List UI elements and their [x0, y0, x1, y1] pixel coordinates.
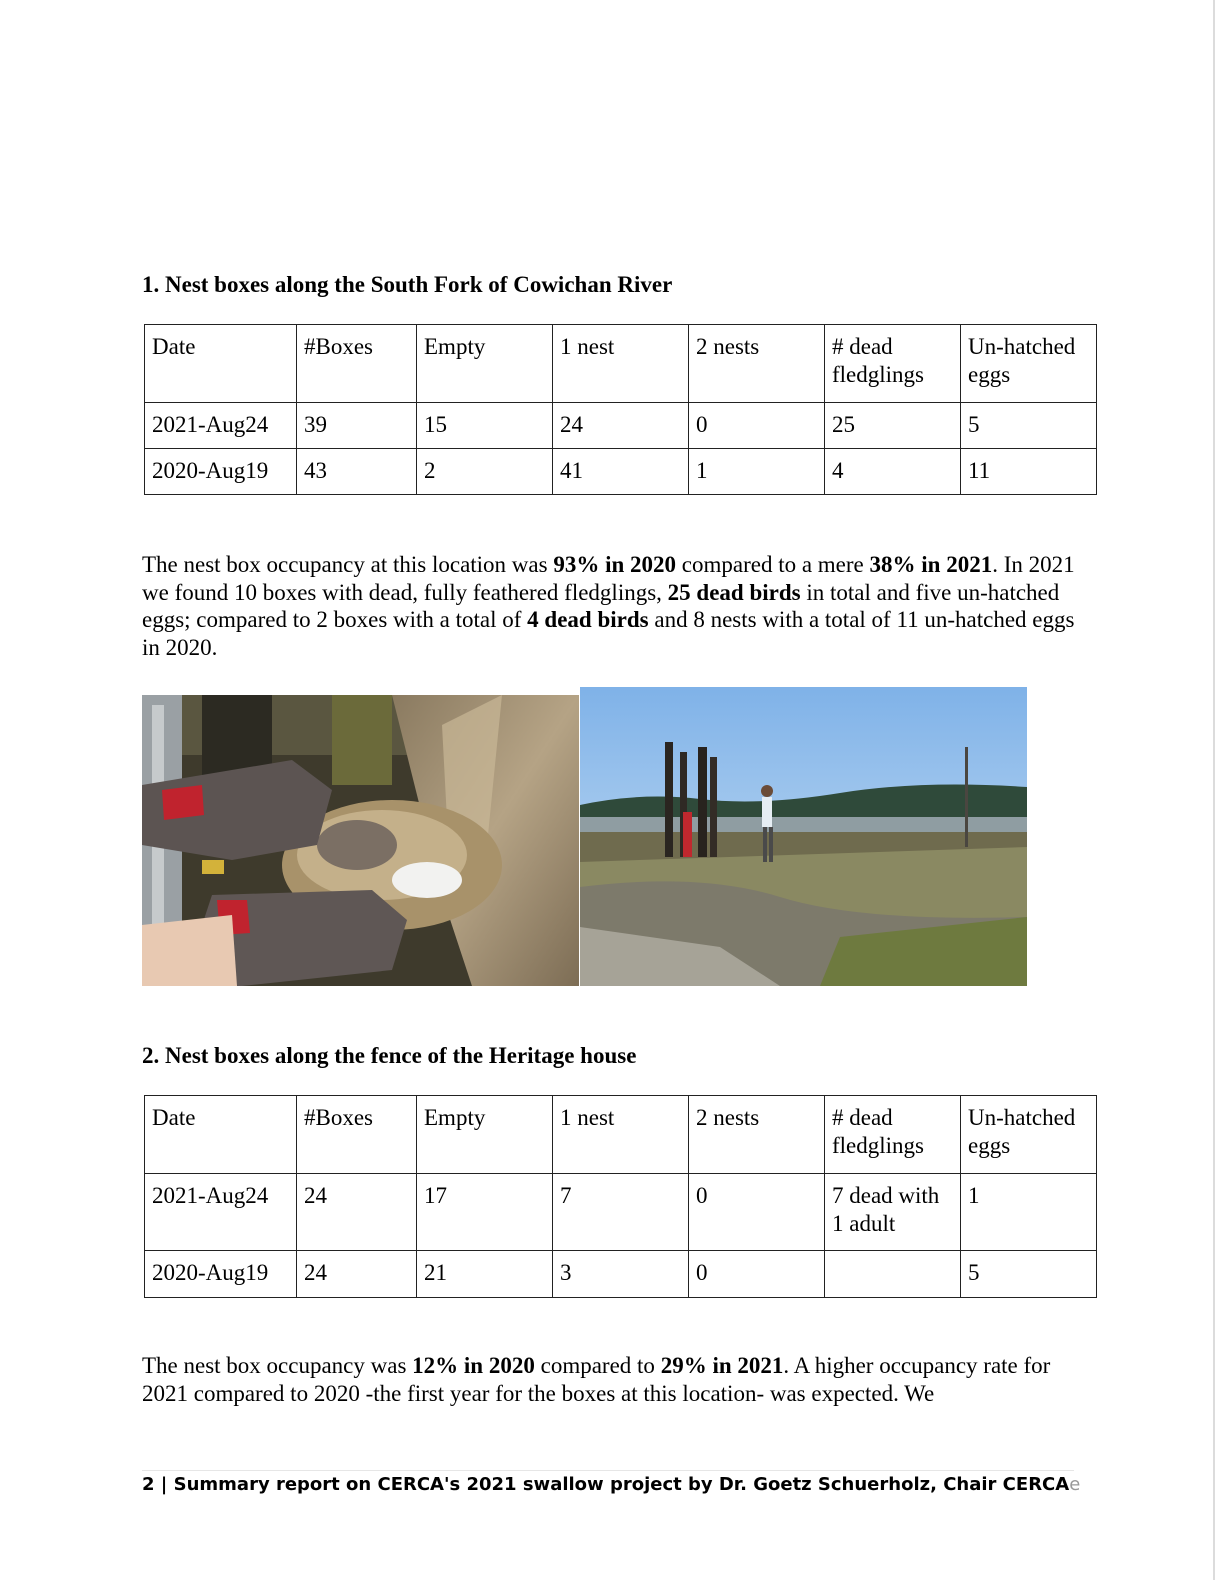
table-cell: 43 — [297, 449, 417, 495]
table-cell: 3 — [553, 1251, 689, 1298]
marsh-photo — [580, 687, 1027, 986]
table-cell: 2021-Aug24 — [145, 403, 297, 449]
table-cell: 25 — [825, 403, 961, 449]
table-cell: 2020-Aug19 — [145, 1251, 297, 1298]
section2-heading: 2. Nest boxes along the fence of the Heritage house — [142, 1043, 637, 1068]
table-row — [145, 403, 1097, 449]
nest-photo — [142, 695, 579, 986]
page-footer — [142, 1473, 1080, 1497]
header-cell: 1 nest — [553, 325, 689, 403]
table-cell: 1 — [961, 1174, 1097, 1251]
header-cell: Un-hatched eggs — [961, 1096, 1097, 1174]
footer-tail: e — [1069, 1474, 1081, 1495]
header-cell: # dead fledglings — [825, 1096, 961, 1174]
table-cell: 0 — [689, 403, 825, 449]
table-cell: 5 — [961, 1251, 1097, 1298]
section1-heading: 1. Nest boxes along the South Fork of Cowichan River — [142, 272, 673, 297]
nest-photo-image — [142, 695, 579, 986]
header-cell: Date — [145, 325, 297, 403]
table-cell: 21 — [417, 1251, 553, 1298]
table-cell: 24 — [297, 1251, 417, 1298]
table-cell: 24 — [297, 1174, 417, 1251]
header-cell: 2 nests — [689, 1096, 825, 1174]
footer-text: Summary report on CERCA's 2021 swallow project by Dr. Goetz Schuerholz, Chair CERCA — [173, 1474, 1070, 1495]
header-cell: Un-hatched eggs — [961, 325, 1097, 403]
section1-table — [144, 324, 1097, 495]
header-cell: Empty — [417, 1096, 553, 1174]
footer-rule — [142, 1470, 1074, 1471]
page-edge — [1213, 0, 1215, 1580]
table-header-row — [145, 325, 1097, 403]
header-cell: Empty — [417, 325, 553, 403]
table-cell: 2 — [417, 449, 553, 495]
table-row — [145, 1174, 1097, 1251]
table-row — [145, 449, 1097, 495]
table-cell: 17 — [417, 1174, 553, 1251]
table-cell — [825, 1251, 961, 1298]
table-cell: 24 — [553, 403, 689, 449]
marsh-photo-image — [580, 687, 1027, 986]
page-number: 2 — [142, 1474, 155, 1495]
table-header-row — [145, 1096, 1097, 1174]
table-cell: 0 — [689, 1251, 825, 1298]
section1-paragraph: The nest box occupancy at this location was 93% in 2020 compared to a mere 38% in 2021. In 2021 we found 10 boxes with dead, fully feathered fledglings, 25 dead birds in total and five un-hatched eggs; compared to 2 boxes with a total of 4 dead birds and 8 nests with a total of 11 un-hatched eggs in 2020. — [142, 552, 1075, 660]
header-cell: 2 nests — [689, 325, 825, 403]
table-cell: 15 — [417, 403, 553, 449]
header-cell: #Boxes — [297, 1096, 417, 1174]
table-cell: 1 — [689, 449, 825, 495]
header-cell: #Boxes — [297, 325, 417, 403]
table-cell: 7 — [553, 1174, 689, 1251]
section2-paragraph: The nest box occupancy was 12% in 2020 compared to 29% in 2021. A higher occupancy rate for 2021 compared to 2020 -the first year for the boxes at this location- was expected. We — [142, 1353, 1051, 1406]
table-cell: 11 — [961, 449, 1097, 495]
header-cell: Date — [145, 1096, 297, 1174]
header-cell: # dead fledglings — [825, 325, 961, 403]
table-cell: 2021-Aug24 — [145, 1174, 297, 1251]
table-cell: 5 — [961, 403, 1097, 449]
section2-table — [144, 1095, 1097, 1298]
table-cell: 2020-Aug19 — [145, 449, 297, 495]
table-row — [145, 1251, 1097, 1298]
table-cell: 0 — [689, 1174, 825, 1251]
footer-separator: | — [154, 1474, 174, 1495]
table-cell: 39 — [297, 403, 417, 449]
table-cell: 41 — [553, 449, 689, 495]
header-cell: 1 nest — [553, 1096, 689, 1174]
table-cell: 4 — [825, 449, 961, 495]
table-cell: 7 dead with 1 adult — [825, 1174, 961, 1251]
